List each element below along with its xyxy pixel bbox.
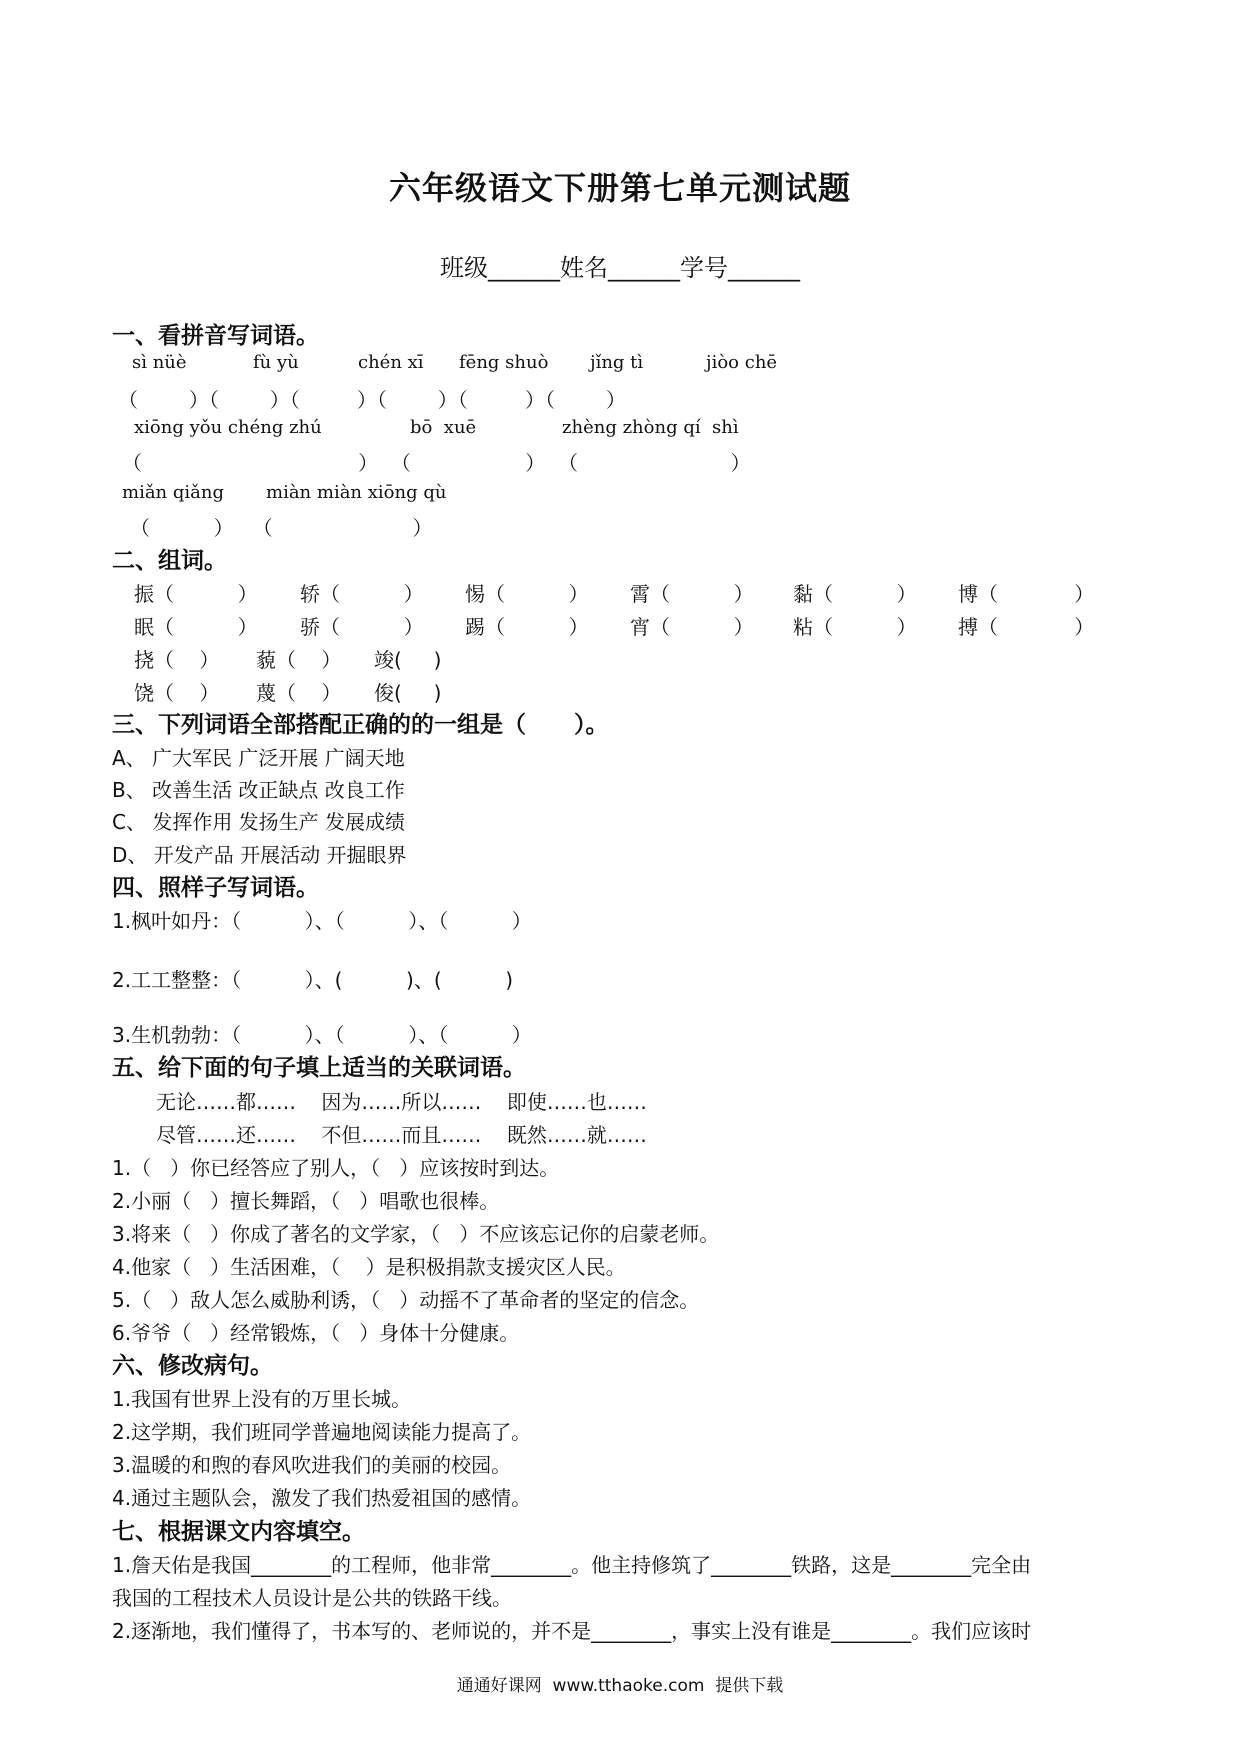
fill-sentence-3: 3.将来（ ）你成了著名的文学家，（ ）不应该忘记你的启蒙老师。 bbox=[112, 1222, 720, 1246]
choice-option-c: C、 发挥作用 发扬生产 发展成绩 bbox=[112, 810, 406, 834]
section-2-heading: 二、组词。 bbox=[112, 548, 227, 574]
word-group-item: 霄（ ） bbox=[630, 582, 754, 606]
connective-words-row-1: 无论……都…… 因为……所以…… 即使……也…… bbox=[156, 1090, 647, 1114]
word-group-item: 骄（ ） bbox=[300, 615, 424, 639]
pinyin-5: jǐng tì bbox=[590, 352, 644, 373]
answer-blanks-row-2: （ ） （ ） （ ） bbox=[122, 451, 751, 475]
pinyin-7: xiōng yǒu chéng zhú bbox=[134, 417, 322, 438]
pinyin-10: miǎn qiǎng bbox=[122, 482, 224, 503]
text-fill-line-3: 2.逐渐地，我们懂得了，书本写的、老师说的，并不是________，事实上没有谁是________。我们应该时 bbox=[112, 1619, 1032, 1643]
section-7-heading: 七、根据课文内容填空。 bbox=[112, 1519, 365, 1545]
section-4-heading: 四、照样子写词语。 bbox=[112, 875, 319, 901]
word-group-item: 蔑（ ） bbox=[256, 681, 342, 705]
sick-sentence-1: 1.我国有世界上没有的万里长城。 bbox=[112, 1387, 412, 1411]
word-group-item: 黏（ ） bbox=[793, 582, 917, 606]
pinyin-11: miàn miàn xiōng qù bbox=[266, 482, 447, 503]
fill-sentence-6: 6.爷爷（ ）经常锻炼，（ ）身体十分健康。 bbox=[112, 1321, 520, 1345]
pinyin-9: zhèng zhòng qí shì bbox=[562, 417, 739, 438]
text-fill-line-2: 我国的工程技术人员设计是公共的铁路干线。 bbox=[112, 1586, 512, 1610]
pinyin-3: chén xī bbox=[358, 352, 424, 373]
section-5-heading: 五、给下面的句子填上适当的关联词语。 bbox=[112, 1055, 526, 1081]
word-group-item: 粘（ ） bbox=[793, 615, 917, 639]
pinyin-8: bō xuē bbox=[410, 417, 477, 438]
word-group-item: 竣( ) bbox=[374, 648, 442, 672]
word-group-item: 藐（ ） bbox=[256, 648, 342, 672]
word-group-item: 振（ ） bbox=[134, 582, 258, 606]
sick-sentence-4: 4.通过主题队会，激发了我们热爱祖国的感情。 bbox=[112, 1486, 532, 1510]
pinyin-6: jiòo chē bbox=[706, 352, 778, 373]
word-group-item: 轿（ ） bbox=[300, 582, 424, 606]
section-3-heading: 三、下列词语全部搭配正确的的一组是（ ）。 bbox=[112, 712, 609, 738]
fill-sentence-2: 2.小丽（ ）擅长舞蹈，（ ）唱歌也很棒。 bbox=[112, 1189, 500, 1213]
sick-sentence-3: 3.温暖的和煦的春风吹进我们的美丽的校园。 bbox=[112, 1453, 512, 1477]
choice-option-a: A、 广大军民 广泛开展 广阔天地 bbox=[112, 746, 405, 770]
pinyin-1: sì nüè bbox=[132, 352, 187, 373]
text-fill-line-1: 1.詹天佑是我国________的工程师，他非常________。他主持修筑了________铁路，这是________完全由 bbox=[112, 1553, 1032, 1577]
word-group-item: 俊( ) bbox=[374, 681, 442, 705]
pinyin-2: fù yù bbox=[253, 352, 299, 373]
pattern-item-1: 1.枫叶如丹：（ ）、（ ）、（ ） bbox=[112, 909, 532, 933]
choice-option-b: B、 改善生活 改正缺点 改良工作 bbox=[112, 778, 405, 802]
pinyin-4: fēng shuò bbox=[459, 352, 549, 373]
pattern-item-2: 2.工工整整：（ ）、( )、( ) bbox=[112, 968, 514, 992]
word-group-item: 眠（ ） bbox=[134, 615, 258, 639]
choice-option-d: D、 开发产品 开展活动 开掘眼界 bbox=[112, 843, 407, 867]
word-group-item: 饶（ ） bbox=[134, 681, 220, 705]
student-info-line: 班级______姓名______学号______ bbox=[440, 254, 800, 282]
fill-sentence-1: 1.（ ）你已经答应了别人，（ ）应该按时到达。 bbox=[112, 1156, 560, 1180]
fill-sentence-5: 5.（ ）敌人怎么威胁利诱，（ ）动摇不了革命者的坚定的信念。 bbox=[112, 1288, 700, 1312]
answer-blanks-row-3: （ ） （ ） bbox=[130, 516, 433, 540]
word-group-item: 惕（ ） bbox=[465, 582, 589, 606]
page-title: 六年级语文下册第七单元测试题 bbox=[388, 169, 851, 207]
footer-source: 通通好课网 www.tthaoke.com 提供下载 bbox=[456, 1676, 784, 1696]
word-group-item: 博（ ） bbox=[958, 582, 1095, 606]
sick-sentence-2: 2.这学期，我们班同学普遍地阅读能力提高了。 bbox=[112, 1420, 532, 1444]
section-6-heading: 六、修改病句。 bbox=[112, 1353, 273, 1379]
word-group-item: 搏（ ） bbox=[958, 615, 1095, 639]
connective-words-row-2: 尽管……还…… 不但……而且…… 既然……就…… bbox=[156, 1123, 647, 1147]
word-group-item: 挠（ ） bbox=[134, 648, 220, 672]
pattern-item-3: 3.生机勃勃：（ ）、（ ）、（ ） bbox=[112, 1023, 532, 1047]
answer-blanks-row-1: （ ）（ ）（ ）（ ）（ ）（ ） bbox=[118, 388, 626, 412]
word-group-item: 踢（ ） bbox=[465, 615, 589, 639]
section-1-heading: 一、看拼音写词语。 bbox=[112, 323, 319, 349]
fill-sentence-4: 4.他家（ ）生活困难，（ ）是积极捐款支援灾区人民。 bbox=[112, 1255, 626, 1279]
word-group-item: 宵（ ） bbox=[630, 615, 754, 639]
